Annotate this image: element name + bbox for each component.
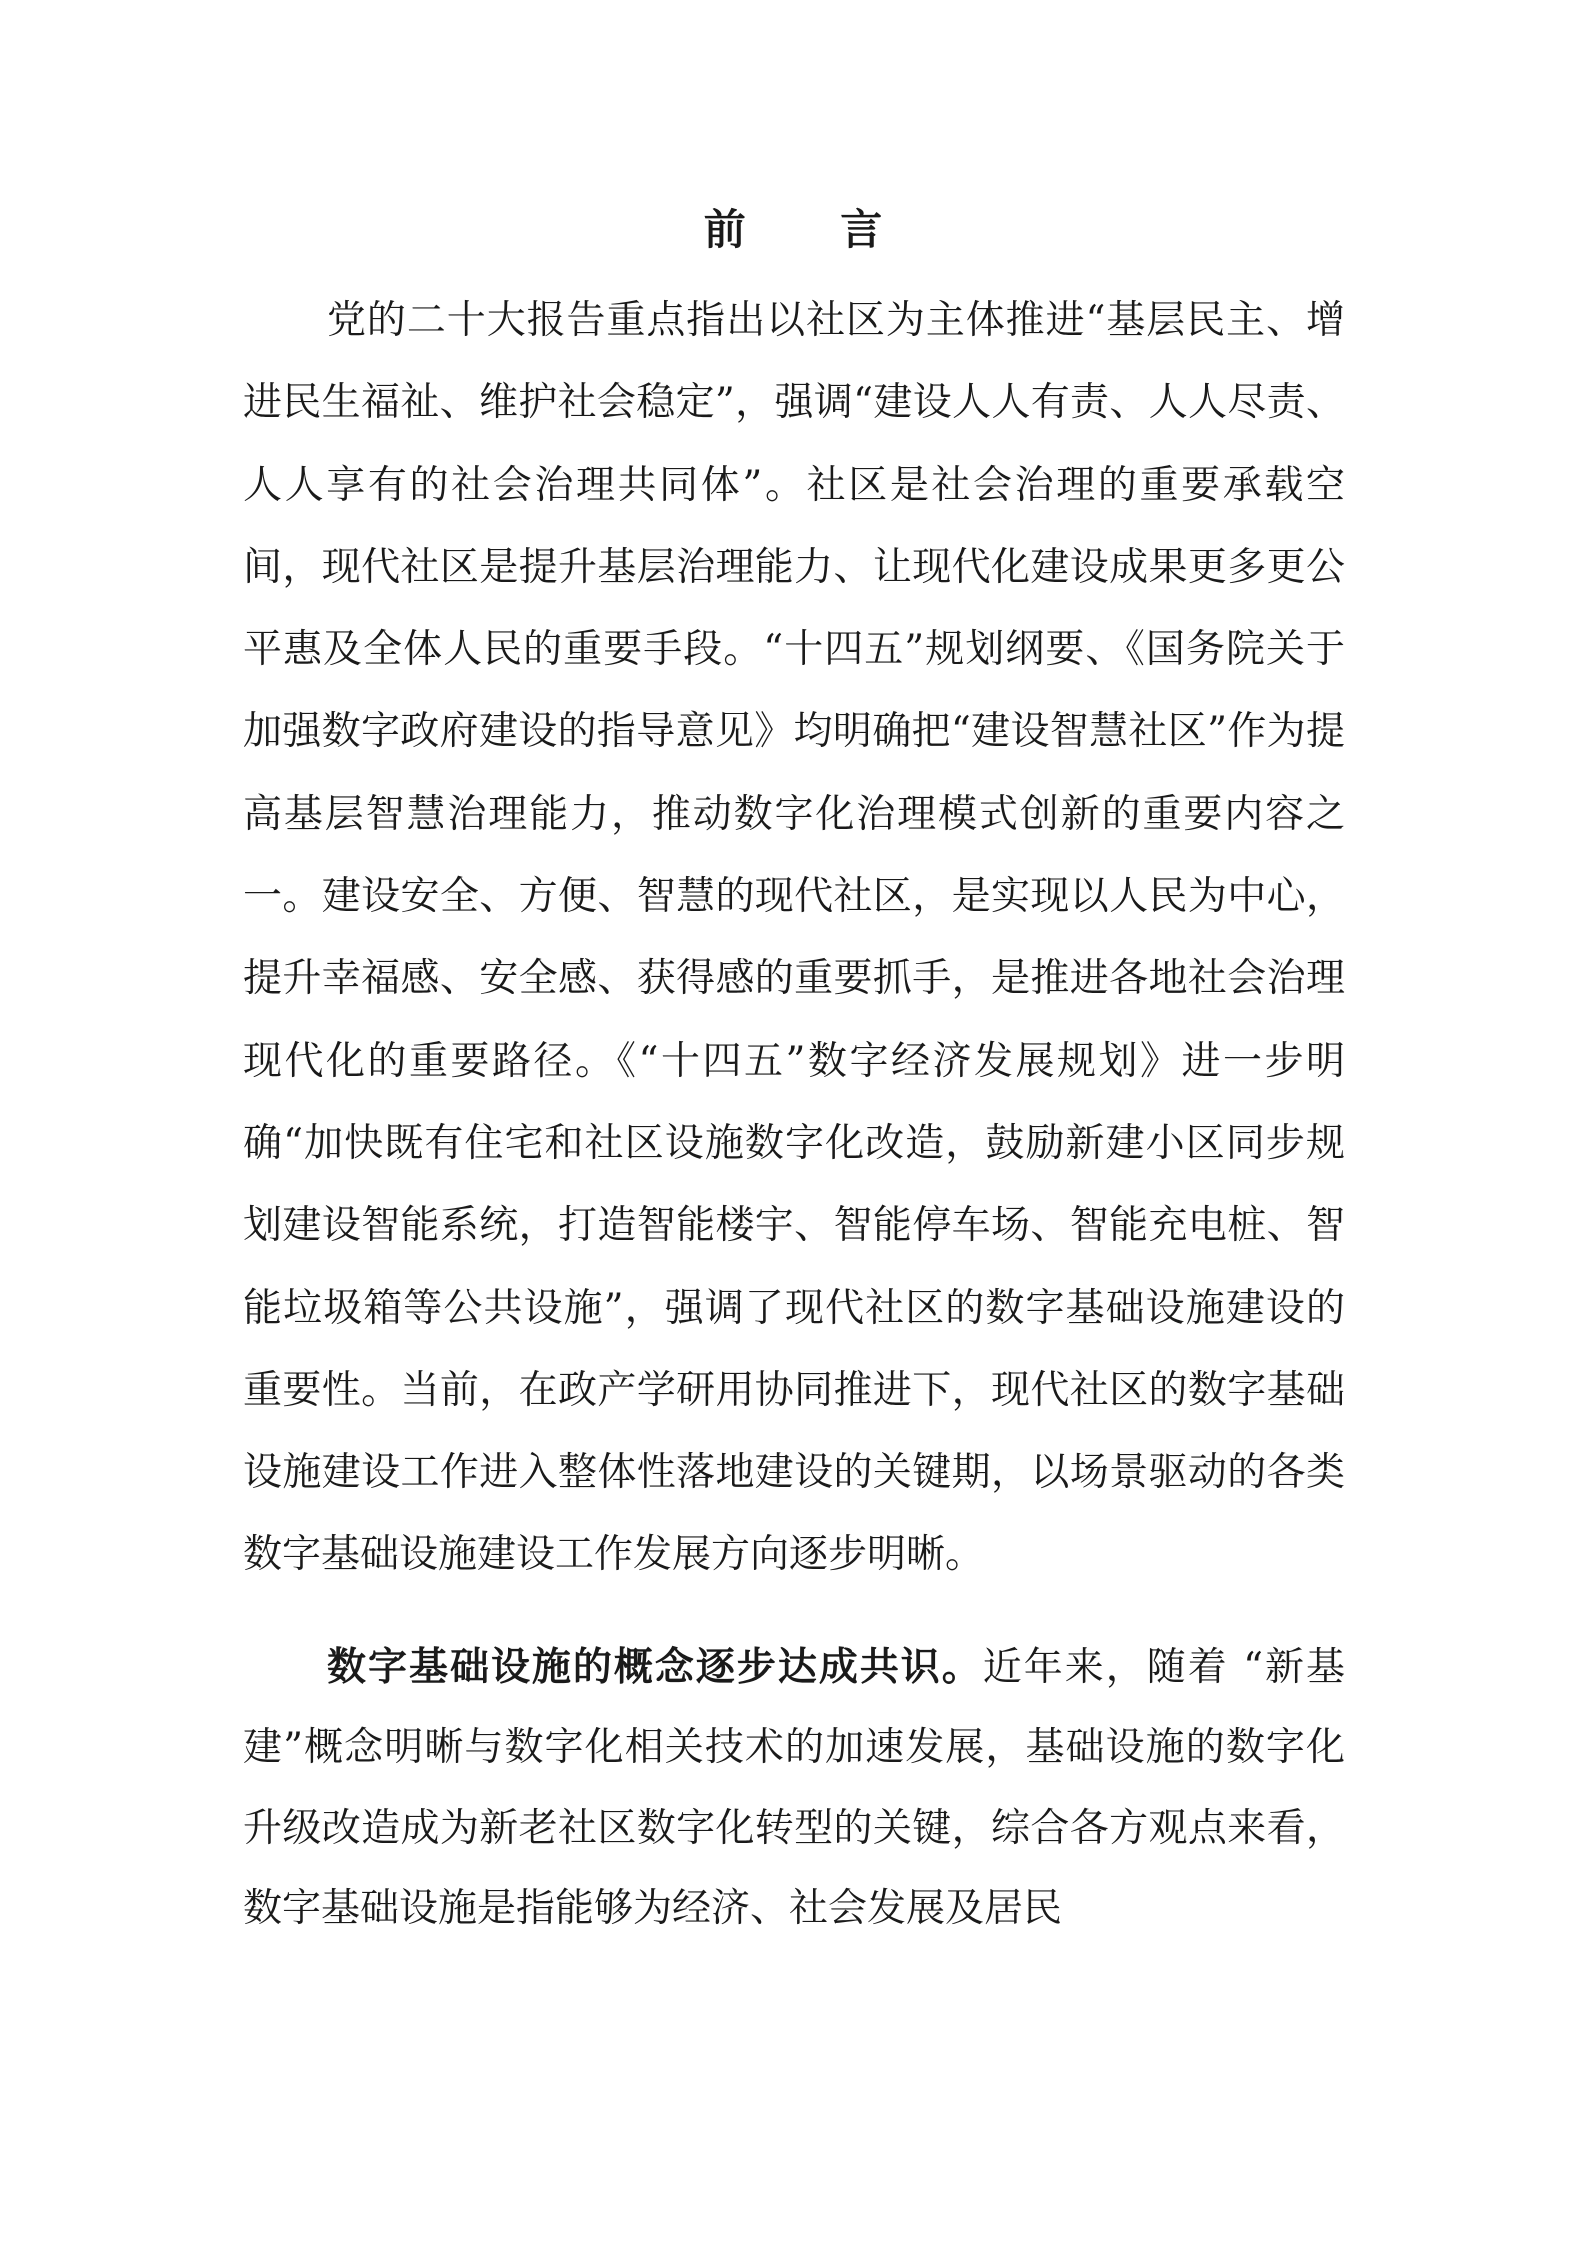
paragraph-digital-infrastructure [243, 1627, 1345, 1950]
paragraph-lead-heading: 数字基础设施的概念逐步达成共识。 [327, 1643, 983, 1690]
paragraph-preface: 党的二十大报告重点指出以社区为主体推进“基层民主、增进民生福祉、维护社会稳定”，强调“建设人人有责、人人尽责、人人享有的社会治理共同体”。社区是社会治理的重要承载空间，现代社区是提升基层治理能力、让现代化建设成果更多更公平惠及全体人民的重要手段。“十四五”规划纲要、《国务院关于加强数字政府建设的指导意见》均明确把“建设智慧社区”作为提高基层智慧治理能力，推动数字化治理模式创新的重要内容之一。建设安全、方便、智慧的现代社区，是实现以人民为中心，提升幸福感、安全感、获得感的重要抓手，是推进各地社会治理现代化的重要路径。《“十四五”数字经济发展规划》进一步明确“加快既有住宅和社区设施数字化改造，鼓励新建小区同步规划建设智能系统，打造智能楼宇、智能停车场、智能充电桩、智能垃圾箱等公共设施”，强调了现代社区的数字基础设施建设的重要性。当前，在政产学研用协同推进下，现代社区的数字基础设施建设工作进入整体性落地建设的关键期，以场景驱动的各类数字基础设施建设工作发展方向逐步明晰。 [243, 298, 1345, 1578]
page-title: 前 言 [703, 205, 923, 254]
paragraph-body-text: 近年来，随着 “新基建”概念明晰与数字化相关技术的加速发展，基础设施的数字化升级改造成为新老社区数字化转型的关键，综合各方观点来看，数字基础设施是指能够为经济、社会发展及居民 [243, 1644, 1345, 1932]
document-body [243, 280, 1345, 1950]
